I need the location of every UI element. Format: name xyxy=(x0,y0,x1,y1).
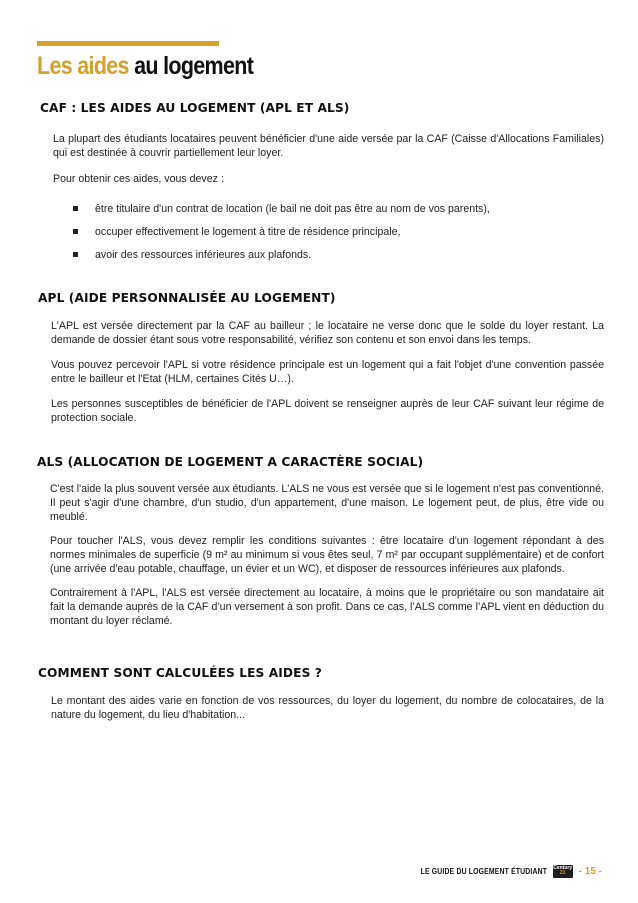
section-caf xyxy=(40,101,604,271)
title-accent-bar xyxy=(37,41,219,46)
section-heading-calcul: COMMENT SONT CALCULÉES LES AIDES ? xyxy=(38,666,322,680)
paragraph: Vous pouvez percevoir l'APL si votre résidence principale est un logement qui a fait l'objet d'une convention passée entre le bailleur et l'Etat (HLM, certaines Cités U…). xyxy=(51,359,604,385)
conditions-list xyxy=(40,202,604,262)
page-title xyxy=(37,52,253,81)
list-item xyxy=(40,202,604,216)
page-title-highlight: Les aides xyxy=(37,52,129,80)
paragraph: Le montant des aides varie en fonction de vos ressources, du loyer du logement, du nombre de colocataires, de la nature du logement, du lieu d'habitation... xyxy=(51,695,604,721)
paragraph: L'APL est versée directement par la CAF au bailleur ; le locataire ne verse donc que le solde du loyer restant. La demande de dossier étant sous votre responsabilité, vérifiez son contenu et son envoi dans les temps. xyxy=(51,320,604,346)
paragraph: Pour toucher l'ALS, vous devez remplir les conditions suivantes : être locataire d'un logement répondant à des normes minimales de superficie (9 m² au minimum si vous êtes seul, 7 m² par occupant supplémentaire) et de confort (une arrivée d'eau potable, chauffage, un évier et un WC), et disposer de ressources inférieures aux plafonds. xyxy=(50,535,604,575)
square-bullet-icon xyxy=(73,229,78,234)
paragraph: C'est l'aide la plus souvent versée aux étudiants. L'ALS ne vous est versée que si le logement n'est pas conventionné. Il peut s'agir d'une chambre, d'un studio, d'un appartement, d'une maison. Le logement peut, de plus, être vide ou meublé. xyxy=(50,483,605,523)
paragraph: La plupart des étudiants locataires peuvent bénéficier d'une aide versée par la CAF (Caisse d'Allocations Familiales) qui est destinée à couvrir partiellement leur loyer. xyxy=(53,133,604,159)
century21-logo-icon xyxy=(553,865,573,878)
list-item-text: avoir des ressources inférieures aux plafonds. xyxy=(95,249,312,261)
list-item-text: occuper effectivement le logement à titre de résidence principale, xyxy=(95,226,401,238)
section-heading-als: ALS (ALLOCATION DE LOGEMENT A CARACTÈRE SOCIAL) xyxy=(37,455,424,469)
paragraph: Contrairement à l'APL, l'ALS est versée directement au locataire, à moins que le propriétaire ou son mandataire ait fait la demande auprès de la CAF d’un versement à son profit. Dans ce cas, l’ALS comme l’APL vient en déduction du montant du loyer réclamé. xyxy=(50,587,604,627)
list-item xyxy=(40,225,604,239)
square-bullet-icon xyxy=(73,206,78,211)
page-number: - 15 - xyxy=(578,865,602,877)
logo-text-top: Century xyxy=(553,865,573,871)
section-calcul xyxy=(38,666,604,722)
section-heading-apl: APL (AIDE PERSONNALISÉE AU LOGEMENT) xyxy=(38,291,336,305)
page-title-rest: au logement xyxy=(134,52,254,80)
paragraph: Pour obtenir ces aides, vous devez : xyxy=(53,173,224,185)
paragraph: Les personnes susceptibles de bénéficier de l'APL doivent se renseigner auprès de leur CAF suivant leur régime de protection sociale. xyxy=(51,398,604,424)
square-bullet-icon xyxy=(73,252,78,257)
guide-label: LE GUIDE DU LOGEMENT ÉTUDIANT xyxy=(420,866,547,876)
logo-text-bottom: 21 xyxy=(559,870,566,876)
page-footer xyxy=(389,863,602,879)
list-item-text: être titulaire d'un contrat de location (le bail ne doit pas être au nom de vos parents), xyxy=(95,203,490,215)
section-heading-caf: CAF : LES AIDES AU LOGEMENT (APL ET ALS) xyxy=(40,101,350,115)
section-als xyxy=(37,455,604,628)
list-item xyxy=(40,248,604,262)
section-apl xyxy=(38,291,604,425)
